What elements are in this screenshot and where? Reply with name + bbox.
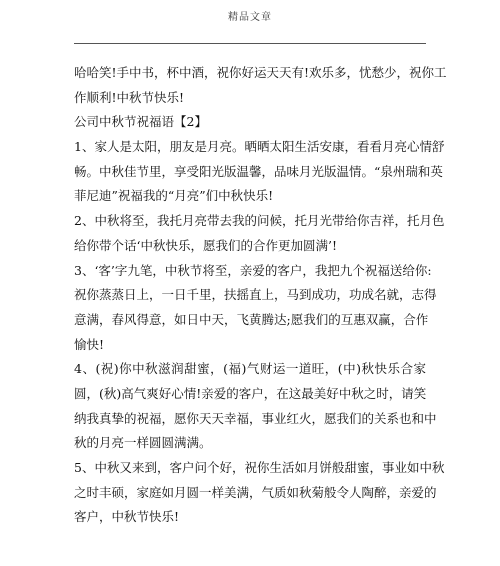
page-header-title: 精品文章 [228,12,272,23]
text-line: 作顺利!中秋节快乐! [74,89,185,105]
text-line: 3、‘客’字九笔，中秋节将至，亲爱的客户，我把九个祝福送给你: [74,262,432,278]
text-line: 纳我真挚的祝福，愿你天天幸福，事业红火，愿我们的关系也和中 [74,410,437,426]
article-body [74,61,447,530]
text-line: 圆，(秋)高气爽好心情!亲爱的客户，在这最美好中秋之时，请笑 [74,385,427,401]
text-line: 之时丰硕，家庭如月圆一样美满，气质如秋菊般令人陶醉，亲爱的 [74,484,437,500]
text-line: 意满，春风得意，如日中天，飞黄腾达;愿我们的互惠双赢，合作 [74,311,429,327]
text-line: 给你带个话‘中秋快乐，愿我们的合作更加圆满’! [74,237,337,253]
text-line: 公司中秋节祝福语【2】 [74,114,207,130]
text-line: 畅。中秋佳节里，享受阳光版温馨，品味月光版温情。“泉州瑞和英 [74,163,443,179]
text-line: 哈哈笑!手中书，杯中酒，祝你好运天天有!欢乐多，忧愁少，祝你工 [74,65,447,80]
text-line: 2、中秋将至，我托月亮带去我的问候，托月光带给你吉祥，托月色 [74,213,445,229]
text-line: 5、中秋又来到，客户问个好，祝你生活如月饼般甜蜜，事业如中秋 [74,460,445,475]
text-line: 秋的月亮一样圆圆满满。 [74,435,212,451]
text-line: 祝你蒸蒸日上，一日千里，扶摇直上，马到成功，功成名就，志得 [74,287,437,303]
text-line: 1、家人是太阳，朋友是月亮。晒晒太阳生活安康，看看月亮心情舒 [74,139,445,155]
header-divider [74,43,426,44]
text-line: 愉快! [74,336,105,352]
text-line: 4、(祝)你中秋滋润甜蜜，(福)气财运一道旺，(中)秋快乐合家 [74,361,426,377]
text-line: 客户，中秋节快乐! [74,509,180,525]
text-line: 菲尼迪”祝福我的“月亮”们中秋快乐! [74,188,274,204]
